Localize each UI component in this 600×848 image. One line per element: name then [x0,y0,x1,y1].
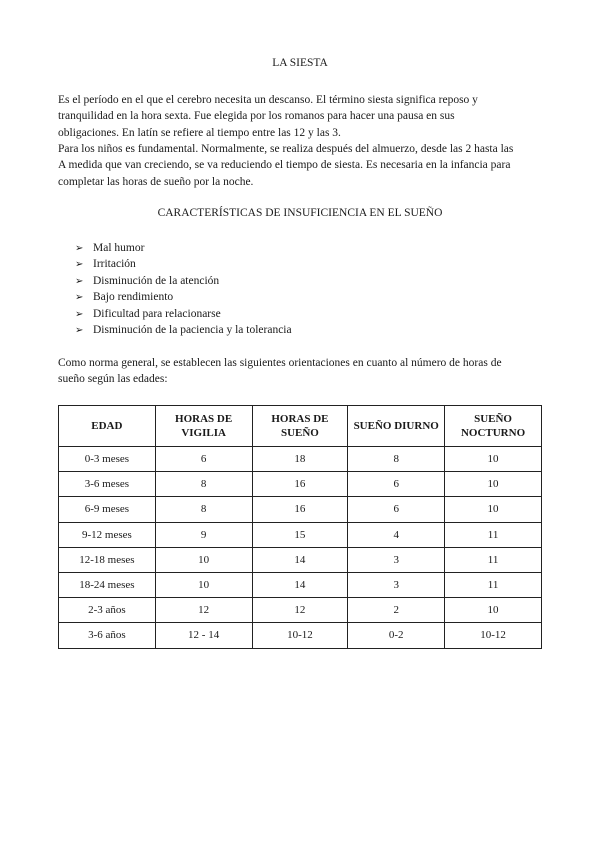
symptoms-list [75,240,292,338]
list-item-text: Mal humor [93,242,145,254]
paragraph-children [58,141,548,190]
list-item [75,273,292,289]
list-item [75,322,292,338]
paragraph-line: Para los niños es fundamental. Normalmente, se realiza después del almuerzo, desde las 2 hasta las [58,143,514,155]
table-cell: 2 [348,598,445,623]
paragraph-line: A medida que van creciendo, se va reduciendo el tiempo de siesta. Es necesaria en la infancia para [58,159,511,172]
list-item [75,256,292,272]
table-cell: 9 [155,522,252,547]
table-row [59,472,542,497]
table-cell: 6 [155,447,252,472]
arrow-bullet-icon: ➢ [75,243,84,254]
arrow-bullet-icon: ➢ [75,292,84,304]
table-cell: 4 [348,522,445,547]
table-cell: 12 - 14 [155,623,252,648]
table-row [59,598,542,623]
table-cell: 11 [445,572,542,597]
sleep-hours-table [58,405,542,649]
table-cell: 10-12 [252,623,348,648]
arrow-bullet-icon: ➢ [75,275,84,287]
list-item [75,306,292,322]
table-cell: 10 [445,447,542,472]
table-cell: 9-12 meses [59,522,156,547]
table-cell: 10-12 [445,623,542,648]
header-horas-vigilia: HORAS DE VIGILIA [155,406,252,447]
table-cell: 11 [445,522,542,547]
table-cell: 8 [155,497,252,522]
table-cell: 0-3 meses [59,447,156,472]
table-cell: 12 [252,598,348,623]
document-title: LA SIESTA [272,57,328,69]
table-cell: 10 [445,472,542,497]
paragraph-line: tranquilidad en la hora sexta. Fue elegida por los romanos para hacer una pausa en sus [58,110,455,123]
table-row [59,447,542,472]
table-cell: 18 [252,447,348,472]
arrow-bullet-icon: ➢ [75,308,84,320]
table-cell: 18-24 meses [59,572,156,597]
paragraph-line: completar las horas de sueño por la noche. [58,175,254,188]
list-item [75,240,292,256]
paragraph-intro [58,92,548,141]
table-cell: 10 [445,598,542,623]
list-item-text: Bajo rendimiento [93,291,174,304]
table-cell: 8 [155,472,252,497]
list-item-text: Irritación [93,258,136,271]
header-edad: EDAD [59,406,156,447]
paragraph-table-intro [58,355,548,388]
table-cell: 11 [445,547,542,572]
table-cell: 12 [155,598,252,623]
table-cell: 6 [348,472,445,497]
header-sueno-diurno: SUEÑO DIURNO [348,406,445,447]
arrow-bullet-icon: ➢ [75,324,84,336]
paragraph-line: Es el período en el que el cerebro necesita un descanso. El término siesta significa reposo y [58,94,478,106]
list-item [75,289,292,305]
section-subtitle: CARACTERÍSTICAS DE INSUFICIENCIA EN EL SUEÑO [157,207,443,219]
table-row [59,623,542,648]
table-cell: 14 [252,547,348,572]
table-cell: 16 [252,472,348,497]
table-cell: 3-6 meses [59,472,156,497]
table-cell: 6-9 meses [59,497,156,522]
table-cell: 3 [348,547,445,572]
table-cell: 0-2 [348,623,445,648]
table-cell: 12-18 meses [59,547,156,572]
table-row [59,572,542,597]
paragraph-line: obligaciones. En latín se refiere al tiempo entre las 12 y las 3. [58,126,341,139]
table-header-row [59,406,542,447]
header-horas-sueno: HORAS DE SUEÑO [252,406,348,447]
table-cell: 10 [445,497,542,522]
table-row [59,522,542,547]
paragraph-line: Como norma general, se establecen las siguientes orientaciones en cuanto al número de horas de [58,357,502,369]
table-cell: 10 [155,572,252,597]
table-cell: 3-6 años [59,623,156,648]
table-cell: 3 [348,572,445,597]
arrow-bullet-icon: ➢ [75,259,84,271]
list-item-text: Dificultad para relacionarse [93,307,221,320]
table-cell: 10 [155,547,252,572]
list-item-text: Disminución de la paciencia y la tolerancia [93,323,292,336]
table-cell: 6 [348,497,445,522]
list-item-text: Disminución de la atención [93,274,220,287]
table-row [59,547,542,572]
table-cell: 8 [348,447,445,472]
table-cell: 16 [252,497,348,522]
table-cell: 15 [252,522,348,547]
paragraph-line: sueño según las edades: [58,373,168,386]
table-cell: 14 [252,572,348,597]
table-cell: 2-3 años [59,598,156,623]
header-sueno-nocturno: SUEÑO NOCTURNO [445,406,542,447]
table-row [59,497,542,522]
